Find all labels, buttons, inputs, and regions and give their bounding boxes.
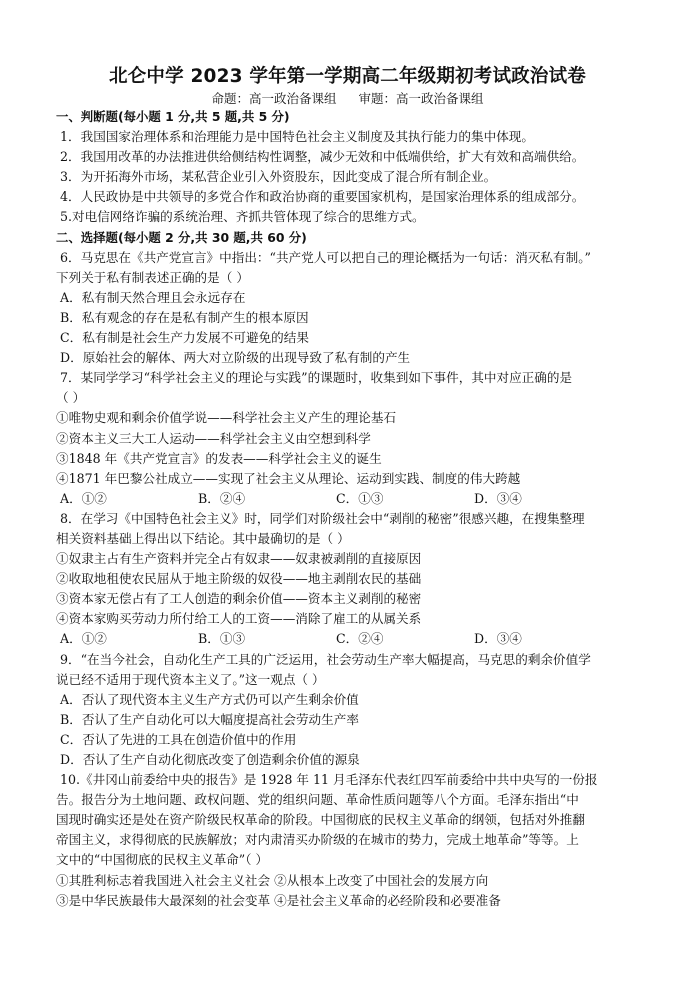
q7-stem-line-1: 7．某同学学习“科学社会主义的理论与实践”的课题时，收集到如下事件，其中对应正确的是: [60, 370, 573, 386]
section-heading-judge: 一、判断题(每小题 1 分,共 5 题,共 5 分): [56, 109, 290, 124]
q9-stem-line-2: 说已经不适用于现代资本主义了。”这一观点（ ）: [56, 671, 325, 687]
q7-option-a: A．①②: [60, 490, 107, 506]
q6-option-a: A．私有制天然合理且会永远存在: [60, 289, 246, 305]
exam-subtitle: [0, 89, 695, 107]
author-label: 命题：高一政治备课组: [211, 91, 337, 106]
judge-item-2: 2．我国用改革的办法推进供给侧结构性调整，减少无效和中低端供给，扩大有效和高端供给。: [60, 149, 585, 165]
q10-items-line-2: ③是中华民族最伟大最深刻的社会变革 ④是社会主义革命的必经阶段和必要准备: [56, 892, 501, 908]
exam-title: 北仑中学 2023 学年第一学期高二年级期初考试政治试卷: [109, 66, 586, 87]
q6-option-d: D．原始社会的解体、两大对立阶级的出现导致了私有制的产生: [60, 350, 411, 366]
q10-stem-line-3: 国现时确实还是处在资产阶级民权革命的阶段。中国彻底的民权主义革命的纲领，包括对外推翻: [56, 812, 585, 828]
q6-stem-line-2: 下列关于私有制表述正确的是（ ）: [56, 269, 249, 285]
q9-stem-line-1: 9．“在当今社会，自动化生产工具的广泛运用，社会劳动生产率大幅提高，马克思的剩余价值学: [60, 651, 591, 667]
judge-item-4: 4．人民政协是中共领导的多党合作和政治协商的重要国家机构，是国家治理体系的组成部分。: [60, 189, 585, 205]
q7-stem-line-2: （ ）: [56, 390, 86, 406]
q7-option-c: C．①③: [336, 490, 384, 506]
q8-option-b: B．①③: [198, 631, 246, 647]
q7-item-1: ①唯物史观和剩余价值学说——科学社会主义产生的理论基石: [56, 410, 397, 426]
q7-item-4: ④1871 年巴黎公社成立——实现了社会主义从理论、运动到实践、制度的伟大跨越: [56, 470, 521, 486]
q9-option-d: D．否认了生产自动化彻底改变了创造剩余价值的源泉: [60, 752, 360, 767]
q8-stem-line-2: 相关资料基础上得出以下结论。其中最确切的是（ ）: [56, 530, 350, 546]
q6-option-c: C．私有制是社会生产力发展不可避免的结果: [60, 330, 309, 346]
q8-stem-line-1: 8．在学习《中国特色社会主义》时，同学们对阶级社会中“剥削的秘密”很感兴趣，在搜集整理: [60, 510, 585, 526]
q10-stem-line-1: 10.《井冈山前委给中央的报告》是 1928 年 11 月毛泽东代表红四军前委给中共中央写的一份报: [60, 772, 598, 788]
q8-item-4: ④资本家购买劳动力所付给工人的工资——消除了雇工的从属关系: [56, 611, 422, 627]
q7-option-d: D．③④: [474, 490, 522, 506]
q7-item-3: ③1848 年《共产党宣言》的发表——科学社会主义的诞生: [56, 450, 382, 466]
exam-content: [56, 107, 656, 911]
judge-item-1: 1．我国国家治理体系和治理能力是中国特色社会主义制度及其执行能力的集中体现。: [60, 129, 534, 145]
q10-stem-line-2: 告。报告分为土地问题、政权问题、党的组织问题、革命性质问题等八个方面。毛泽东指出“中: [56, 792, 579, 808]
q10-stem-line-5: 文中的“中国彻底的民权主义革命”（ ）: [56, 852, 269, 868]
q8-option-c: C．②④: [336, 631, 384, 647]
q7-option-b: B．②④: [198, 490, 246, 506]
q8-option-a: A．①②: [60, 631, 107, 647]
q7-item-2: ②资本主义三大工人运动——科学社会主义由空想到科学: [56, 430, 371, 446]
q6-stem-line-1: 6．马克思在《共产党宣言》中指出：“共产党人可以把自己的理论概括为一句话：消灭私有制。”: [60, 249, 591, 265]
q8-option-d: D．③④: [474, 631, 522, 647]
q8-item-3: ③资本家无偿占有了工人创造的剩余价值——资本主义剥削的秘密: [56, 591, 422, 607]
judge-item-3: 3．为开拓海外市场，某私营企业引入外资股东，因此变成了混合所有制企业。: [60, 169, 497, 185]
q9-option-c: C．否认了先进的工具在创造价值中的作用: [60, 731, 297, 747]
q8-options: [56, 629, 656, 649]
section-heading-choice: 二、选择题(每小题 2 分,共 30 题,共 60 分): [56, 229, 307, 245]
q10-items-line-1: ①其胜利标志着我国进入社会主义社会 ②从根本上改变了中国社会的发展方向: [56, 872, 489, 888]
q7-options: [56, 489, 656, 509]
judge-item-5: 5.对电信网络诈骗的系统治理、齐抓共管体现了综合的思维方式。: [60, 209, 425, 225]
q8-item-2: ②收取地租使农民屈从于地主阶级的奴役——地主剥削农民的基础: [56, 571, 422, 587]
q10-stem-line-4: 帝国主义，求得彻底的民族解放；对内肃清买办阶级的在城市的势力，完成土地革命”等等。上: [56, 832, 579, 848]
q9-option-b: B．否认了生产自动化可以大幅度提高社会劳动生产率: [60, 711, 359, 727]
q6-option-b: B．私有观念的存在是私有制产生的根本原因: [60, 309, 309, 325]
q8-item-1: ①奴隶主占有生产资料并完全占有奴隶——奴隶被剥削的直接原因: [56, 551, 422, 567]
reviewer-label: 审题：高一政治备课组: [358, 91, 484, 106]
q9-option-a: A．否认了现代资本主义生产方式仍可以产生剩余价值: [60, 691, 359, 707]
